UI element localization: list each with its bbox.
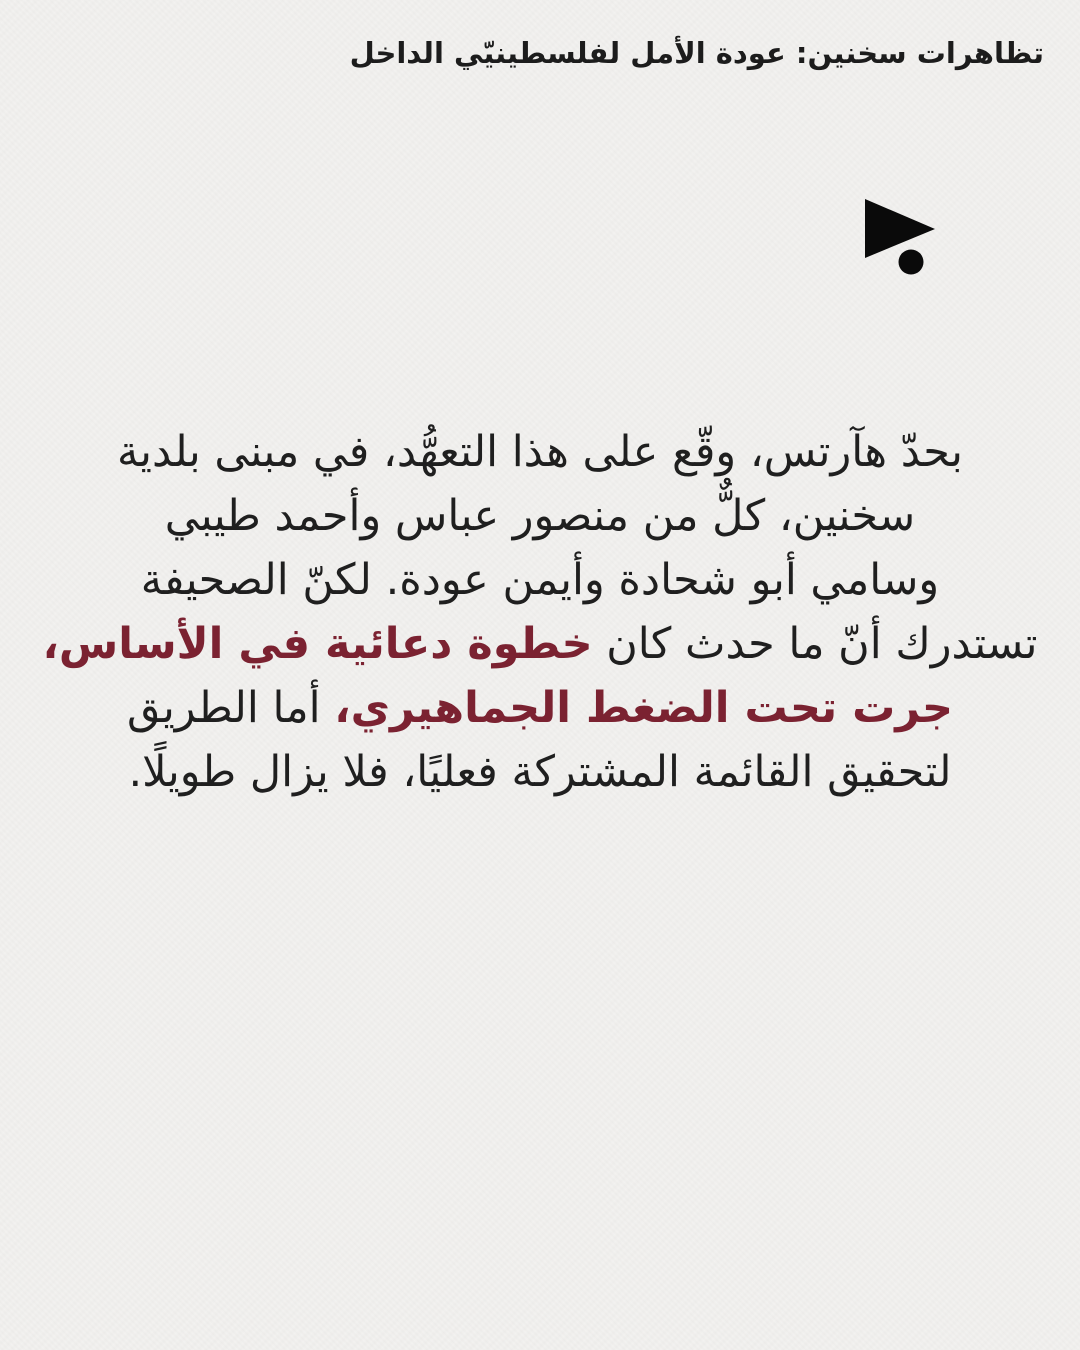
text-line [0, 676, 1080, 740]
text-line [0, 740, 1080, 804]
text-segment: لتحقيق القائمة المشتركة فعليًا، فلا يزال طويلًا. [128, 747, 952, 797]
logo-dot [899, 250, 924, 275]
metras-logo [858, 192, 942, 282]
text-line [0, 548, 1080, 612]
article-text [0, 420, 1080, 804]
text-segment: وسامي أبو شحادة وأيمن عودة. لكنّ الصحيفة [140, 555, 940, 605]
text-segment: أما الطريق [126, 683, 335, 733]
highlight-segment: خطوة دعائية في الأساس، [42, 619, 593, 669]
text-segment: سخنين، كلٌّ من منصور عباس وأحمد طيبي [164, 491, 916, 541]
text-line [0, 612, 1080, 676]
text-line [0, 420, 1080, 484]
highlight-segment: جرت تحت الضغط الجماهيري، [334, 683, 954, 733]
text-segment: تستدرك أنّ ما حدث كان [592, 619, 1038, 669]
play-triangle-icon [865, 199, 935, 258]
text-segment: بحدّ هآرتس، وقّع على هذا التعهُّد، في مبنى بلدية [116, 427, 964, 477]
text-line [0, 484, 1080, 548]
post-title: تظاهرات سخنين: عودة الأمل لفلسطينيّي الداخل [349, 36, 1044, 70]
